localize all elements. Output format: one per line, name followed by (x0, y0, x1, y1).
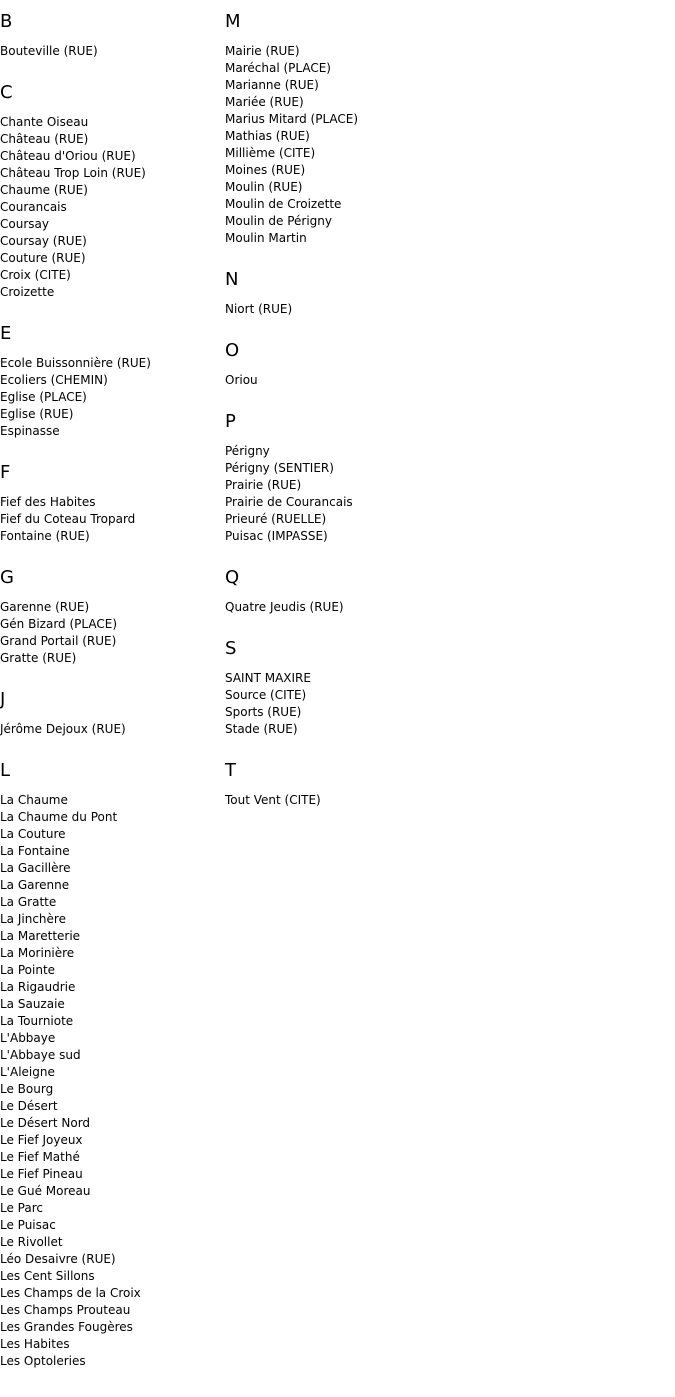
street-item: Le Puisac (0, 1218, 56, 1232)
street-item: Les Grandes Fougères (0, 1320, 133, 1334)
letter-heading: F (0, 462, 11, 483)
street-item: Périgny (SENTIER) (225, 461, 334, 475)
street-item: Le Fief Pineau (0, 1167, 83, 1181)
letter-heading: J (0, 689, 6, 710)
street-item: Coursay (RUE) (0, 234, 87, 248)
street-item: Moulin de Périgny (225, 214, 332, 228)
street-item: Les Champs de la Croix (0, 1286, 141, 1300)
street-item: Eglise (RUE) (0, 407, 74, 421)
street-list (225, 443, 525, 545)
street-item: Source (CITE) (225, 688, 307, 702)
street-item: Tout Vent (CITE) (225, 793, 321, 807)
street-item: Moulin (RUE) (225, 180, 303, 194)
street-item: Le Gué Moreau (0, 1184, 91, 1198)
street-list (225, 43, 525, 247)
street-item: Marianne (RUE) (225, 78, 319, 92)
street-item: Chaume (RUE) (0, 183, 88, 197)
letter-heading: O (225, 340, 240, 361)
street-item: Prairie de Courancais (225, 495, 353, 509)
street-item: Mairie (RUE) (225, 44, 300, 58)
letter-heading: E (0, 323, 12, 344)
street-item: La Couture (0, 827, 66, 841)
street-list (225, 792, 525, 809)
street-list (0, 114, 222, 301)
street-list (225, 301, 525, 318)
street-item: Garenne (RUE) (0, 600, 90, 614)
street-item: Les Champs Prouteau (0, 1303, 131, 1317)
street-list (225, 372, 525, 389)
letter-heading: N (225, 269, 239, 290)
street-item: Château (RUE) (0, 132, 89, 146)
street-item: La Maretterie (0, 929, 81, 943)
letter-section-b (0, 8, 222, 60)
letter-heading: C (0, 82, 13, 103)
letter-heading: Q (225, 567, 240, 588)
letter-section-f (0, 459, 222, 545)
street-item: Fontaine (RUE) (0, 529, 90, 543)
street-item: Oriou (225, 373, 258, 387)
street-item: Bouteville (RUE) (0, 44, 98, 58)
street-item: La Chaume du Pont (0, 810, 118, 824)
street-item: Croix (CITE) (0, 268, 71, 282)
street-item: Le Désert Nord (0, 1116, 91, 1130)
street-item: Moines (RUE) (225, 163, 306, 177)
street-item: Château Trop Loin (RUE) (0, 166, 146, 180)
street-item: L'Abbaye sud (0, 1048, 81, 1062)
street-item: Gén Bizard (PLACE) (0, 617, 117, 631)
street-item: Périgny (225, 444, 270, 458)
street-item: Espinasse (0, 424, 60, 438)
street-item: Les Habites (0, 1337, 70, 1351)
street-item: Le Désert (0, 1099, 58, 1113)
letter-section-l (0, 757, 222, 1370)
street-item: Niort (RUE) (225, 302, 293, 316)
street-item: Prairie (RUE) (225, 478, 302, 492)
letter-heading: S (225, 638, 237, 659)
street-item: La Morinière (0, 946, 75, 960)
street-item: Coursay (0, 217, 49, 231)
letter-section-c (0, 79, 222, 301)
street-item: Le Bourg (0, 1082, 54, 1096)
street-item: La Tourniote (0, 1014, 74, 1028)
street-item: SAINT MAXIRE (225, 671, 311, 685)
street-item: Fief des Habites (0, 495, 96, 509)
street-item: Couture (RUE) (0, 251, 86, 265)
street-item: Puisac (IMPASSE) (225, 529, 328, 543)
letter-heading: T (225, 760, 236, 781)
street-item: Mathias (RUE) (225, 129, 310, 143)
street-item: Grand Portail (RUE) (0, 634, 117, 648)
street-item: Moulin Martin (225, 231, 307, 245)
street-list (0, 43, 222, 60)
street-item: Fief du Coteau Tropard (0, 512, 136, 526)
street-item: Ecoliers (CHEMIN) (0, 373, 108, 387)
letter-heading: G (0, 567, 14, 588)
street-item: Château d'Oriou (RUE) (0, 149, 136, 163)
street-list (0, 355, 222, 440)
street-item: Ecole Buissonnière (RUE) (0, 356, 151, 370)
street-list (225, 599, 525, 616)
street-item: Sports (RUE) (225, 705, 302, 719)
street-list (0, 494, 222, 545)
street-item: La Garenne (0, 878, 70, 892)
street-item: Prieuré (RUELLE) (225, 512, 327, 526)
street-list (225, 670, 525, 738)
street-item: L'Aleigne (0, 1065, 55, 1079)
street-item: Le Rivollet (0, 1235, 63, 1249)
street-item: Stade (RUE) (225, 722, 298, 736)
street-item: Le Parc (0, 1201, 43, 1215)
street-item: Les Optoleries (0, 1354, 86, 1368)
street-list (0, 792, 222, 1370)
street-item: Croizette (0, 285, 55, 299)
letter-section-g (0, 564, 222, 667)
street-item: Eglise (PLACE) (0, 390, 87, 404)
street-item: La Jinchère (0, 912, 66, 926)
letter-heading: M (225, 11, 241, 32)
street-list (0, 599, 222, 667)
street-item: Chante Oiseau (0, 115, 89, 129)
letter-section-t (225, 757, 525, 809)
letter-section-o (225, 337, 525, 389)
letter-section-p (225, 408, 525, 545)
street-item: Mariée (RUE) (225, 95, 304, 109)
letter-section-s (225, 635, 525, 738)
street-item: Maréchal (PLACE) (225, 61, 331, 75)
street-item: Le Fief Joyeux (0, 1133, 83, 1147)
street-item: Les Cent Sillons (0, 1269, 95, 1283)
letter-section-q (225, 564, 525, 616)
street-item: Le Fief Mathé (0, 1150, 80, 1164)
street-item: Jérôme Dejoux (RUE) (0, 722, 126, 736)
street-item: La Chaume (0, 793, 68, 807)
street-item: Moulin de Croizette (225, 197, 342, 211)
street-index-column-left (0, 8, 222, 1389)
street-list (0, 721, 222, 738)
street-item: La Sauzaie (0, 997, 65, 1011)
letter-heading: P (225, 411, 236, 432)
street-item: Léo Desaivre (RUE) (0, 1252, 116, 1266)
letter-section-j (0, 686, 222, 738)
street-item: Courancais (0, 200, 67, 214)
letter-heading: B (0, 11, 13, 32)
letter-section-n (225, 266, 525, 318)
letter-section-e (0, 320, 222, 440)
street-item: L'Abbaye (0, 1031, 56, 1045)
street-item: Quatre Jeudis (RUE) (225, 600, 344, 614)
street-item: La Rigaudrie (0, 980, 76, 994)
street-item: Marius Mitard (PLACE) (225, 112, 359, 126)
letter-section-m (225, 8, 525, 247)
letter-heading: L (0, 760, 11, 781)
street-item: La Fontaine (0, 844, 70, 858)
street-item: La Pointe (0, 963, 56, 977)
street-item: Gratte (RUE) (0, 651, 77, 665)
street-item: La Gacillère (0, 861, 71, 875)
street-item: Millième (CITE) (225, 146, 316, 160)
street-item: La Gratte (0, 895, 57, 909)
street-index-column-right (225, 8, 525, 828)
